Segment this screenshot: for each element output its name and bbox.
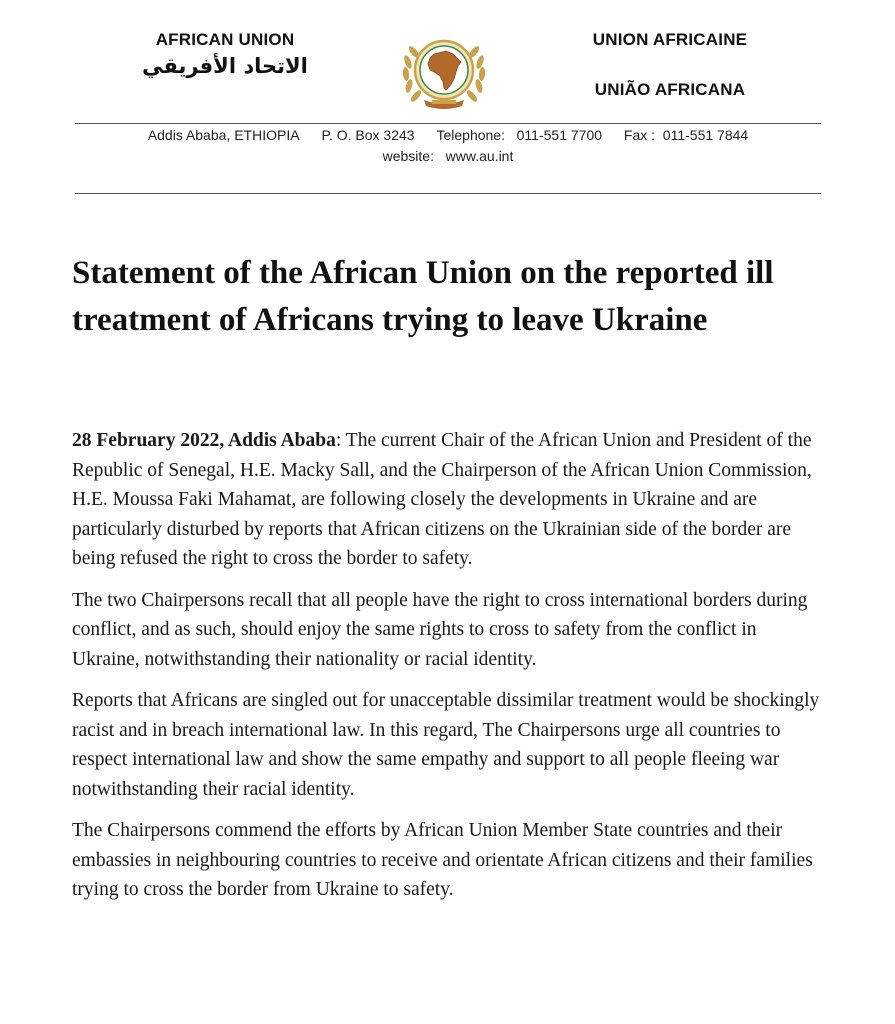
contact-po-box: P. O. Box 3243 [321,127,415,143]
header-divider-top [75,123,821,124]
org-name-english: AFRICAN UNION [155,30,295,49]
contact-location: Addis Ababa, ETHIOPIA [147,127,300,143]
paragraph-1 [72,426,827,574]
statement-title: Statement of the African Union on the reported ill treatment of Africans trying to leave Ukraine [72,255,774,338]
paragraph-2: The two Chairpersons recall that all people have the right to cross international borders during conflict, and as such, should enjoy the same rights to cross to safety from the conflict in Ukraine, notwithstanding their nationality or racial identity. [72,589,808,670]
paragraph-4: The Chairpersons commend the efforts by African Union Member State countries and their embassies in neighbouring countries to receive and orientate African citizens and their families trying to cross the border from Ukraine to safety. [72,820,813,900]
african-union-emblem-icon [398,32,490,112]
letterhead-right [560,30,780,100]
paragraph-1-text: : The current Chair of the African Union and President of the Republic of Senegal, H.E. Macky Sall, and the Chairperson of the African Union Commission, H.E. Moussa Faki Mahamat, are following closely the developments in Ukraine and are particularly disturbed by reports that African citizens on the Ukrainian side of the border are being refused the right to cross the border to safety. [72,430,812,569]
org-name-portuguese: UNIÃO AFRICANA [594,80,746,99]
contact-line [75,127,821,143]
contact-telephone: Telephone: 011-551 7700 [436,127,603,143]
org-name-arabic: الاتحاد الأفريقي [142,54,308,78]
org-name-french: UNION AFRICAINE [592,30,748,49]
dateline: 28 February 2022, Addis Ababa [72,430,336,451]
contact-website: website: www.au.int [382,148,514,164]
contact-website-line [75,148,821,164]
paragraph-3: Reports that Africans are singled out for unacceptable dissimilar treatment would be shockingly racist and in breach international law. In this regard, The Chairpersons urge all countries to respect international law and show the same empathy and support to all people fleeing war notwithstanding their racial identity. [72,690,820,800]
statement-body [72,426,827,917]
letterhead-left [120,30,330,78]
contact-fax: Fax : 011-551 7844 [623,127,749,143]
header-divider-bottom [75,193,821,194]
